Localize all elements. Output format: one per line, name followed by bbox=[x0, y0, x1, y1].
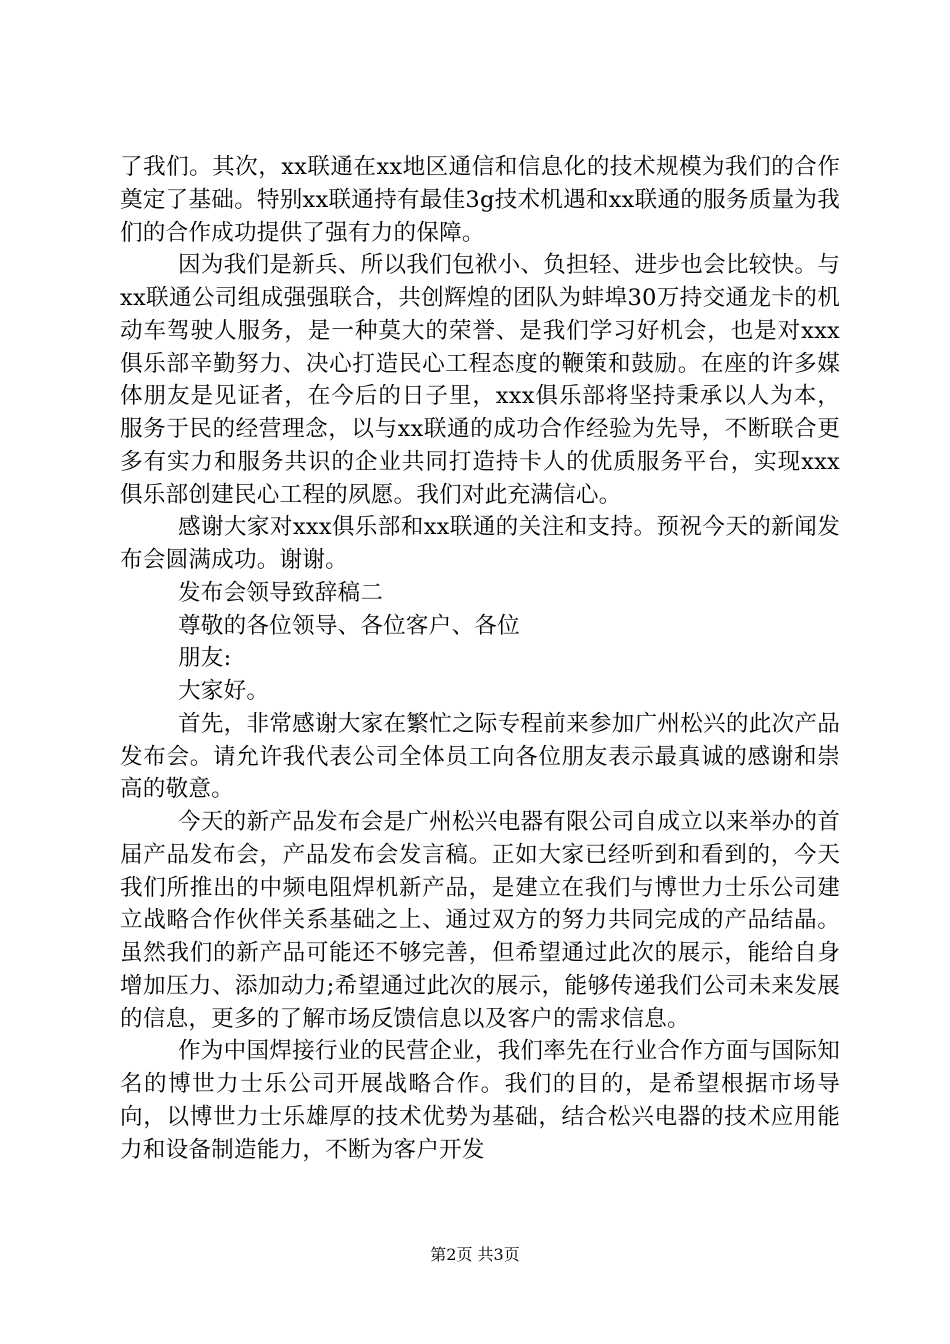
paragraph-5: 今天的新产品发布会是广州松兴电器有限公司自成立以来举办的首届产品发布会，产品发布会发言稿。正如大家已经听到和看到的，今天我们所推出的中频电阻焊机新产品，是建立在我们与博世力士乐公司建立战略合作伙伴关系基础之上、通过双方的努力共同完成的产品结晶。虽然我们的新产品可能还不够完善，但希望通过此次的展示，能给自身增加压力、添加动力;希望通过此次的展示，能够传递我们公司未来发展的信息，更多的了解市场反馈信息以及客户的需求信息。 bbox=[120, 809, 840, 1032]
paragraph-1: 了我们。其次，xx联通在xx地区通信和信息化的技术规模为我们的合作奠定了基础。特别xx联通持有最佳3g技术机遇和xx联通的服务质量为我们的合作成功提供了强有力的保障。 bbox=[120, 154, 840, 246]
paragraph-4: 首先，非常感谢大家在繁忙之际专程前来参加广州松兴的此次产品发布会。请允许我代表公司全体员工向各位朋友表示最真诚的感谢和崇高的敬意。 bbox=[120, 710, 840, 803]
salutation-line-2: 朋友: bbox=[178, 645, 232, 672]
greeting: 大家好。 bbox=[178, 678, 270, 704]
paragraph-6: 作为中国焊接行业的民营企业，我们率先在行业合作方面与国际知名的博世力士乐公司开展战略合作。我们的目的，是希望根据市场导向，以博世力士乐雄厚的技术优势为基础，结合松兴电器的技术应用能力和设备制造能力，不断为客户开发 bbox=[120, 1038, 840, 1163]
section-heading: 发布会领导致辞稿二 bbox=[178, 579, 384, 606]
salutation-line-1: 尊敬的各位领导、各位客户、各位 bbox=[178, 612, 520, 639]
document-body bbox=[120, 151, 840, 1166]
paragraph-3: 感谢大家对xxx俱乐部和xx联通的关注和支持。预祝今天的新闻发布会圆满成功。谢谢。 bbox=[120, 514, 840, 573]
paragraph-2: 因为我们是新兵、所以我们包袱小、负担轻、进步也会比较快。与xx联通公司组成强强联合，共创辉煌的团队为蚌埠30万持交通龙卡的机动车驾驶人服务，是一种莫大的荣誉、是我们学习好机会，也是对xxx俱乐部辛勤努力、决心打造民心工程态度的鞭策和鼓励。在座的许多媒体朋友是见证者，在今后的日子里，xxx俱乐部将坚持秉承以人为本，服务于民的经营理念，以与xx联通的成功合作经验为先导，不断联合更多有实力和服务共识的企业共同打造持卡人的优质服务平台，实现xxx俱乐部创建民心工程的夙愿。我们对此充满信心。 bbox=[120, 252, 840, 508]
page-number-footer: 第2页 共3页 bbox=[430, 1245, 520, 1264]
